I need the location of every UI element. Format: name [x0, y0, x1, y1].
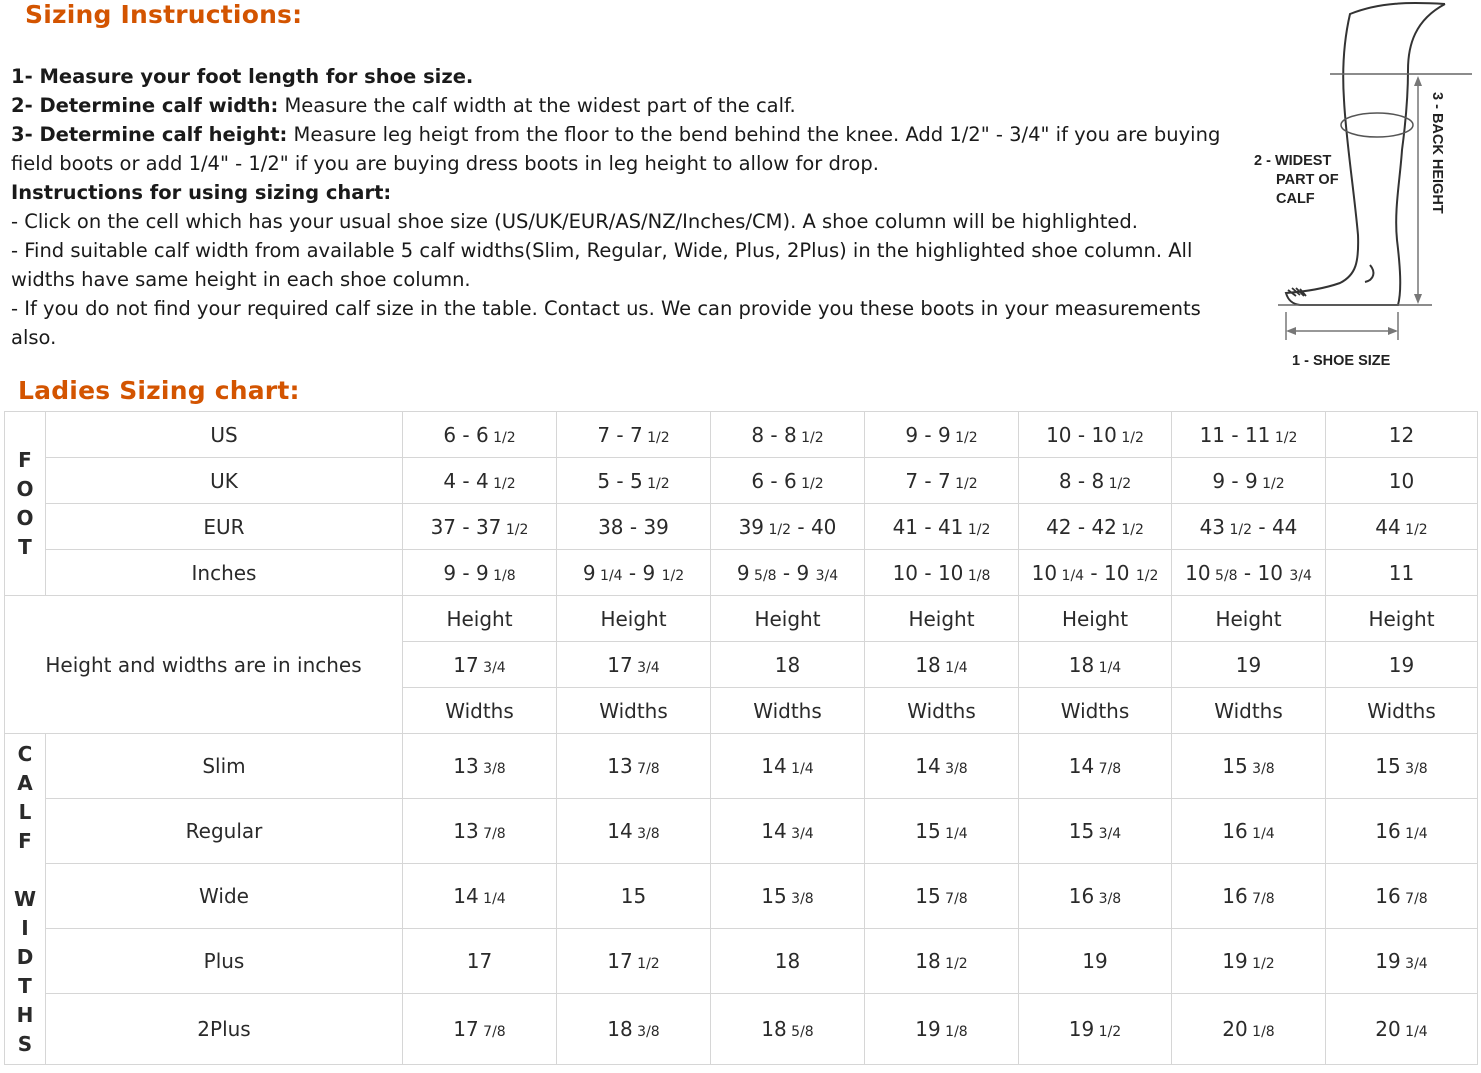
- value: 7 - 7: [597, 422, 643, 447]
- height-value: [557, 642, 711, 688]
- value: 10 - 10: [1046, 422, 1117, 447]
- fraction: 1/2: [1116, 521, 1144, 538]
- fraction: 7/8: [478, 1024, 506, 1040]
- calf-row-wide: [5, 864, 1478, 929]
- value: 16: [1222, 884, 1248, 908]
- letter: D: [16, 944, 34, 969]
- fraction: 7/8: [632, 761, 660, 777]
- value: - 10: [1084, 560, 1136, 585]
- letter: W: [13, 886, 37, 911]
- back-height-label: 3 - BACK HEIGHT: [1429, 92, 1445, 214]
- shoe-size-cell[interactable]: [1326, 550, 1478, 596]
- value: 19: [1068, 1017, 1095, 1041]
- fraction: 3/8: [632, 826, 660, 842]
- value: 19: [1082, 949, 1108, 973]
- chart-instructions-heading: [11, 178, 1221, 207]
- value: 10: [1031, 560, 1058, 585]
- fraction: 3/8: [940, 761, 968, 777]
- letter: L: [18, 799, 32, 824]
- calf-width-cell[interactable]: [1326, 799, 1478, 864]
- widths-header: Widths: [1019, 688, 1172, 734]
- height-value: [1326, 642, 1478, 688]
- widths-header: Widths: [403, 688, 557, 734]
- value: 14: [607, 819, 633, 843]
- calf-width-cell[interactable]: [711, 864, 865, 929]
- calf-width-cell[interactable]: [557, 994, 711, 1065]
- shoe-size-cell[interactable]: [403, 504, 557, 550]
- value: 13: [607, 754, 633, 778]
- letter: O: [16, 505, 34, 530]
- shoe-size-cell[interactable]: [403, 550, 557, 596]
- shoe-size-cell[interactable]: [1019, 550, 1172, 596]
- value: 19: [1235, 652, 1262, 677]
- value: 37 - 37: [430, 514, 502, 539]
- calf-width-cell[interactable]: [403, 929, 557, 994]
- value: 8 - 8: [1058, 468, 1105, 493]
- height-header: Height: [711, 596, 865, 642]
- value: 4 - 4: [443, 468, 489, 493]
- value: 15: [1068, 819, 1095, 843]
- calf-width-cell[interactable]: [403, 799, 557, 864]
- foot-row-uk: [5, 458, 1478, 504]
- fraction: 1/2: [963, 521, 991, 538]
- calf-width-cell[interactable]: [557, 864, 711, 929]
- value: - 40: [791, 514, 837, 539]
- fraction: 7/8: [1400, 891, 1428, 907]
- row-label: UK: [46, 458, 403, 504]
- arrow-down-icon: [1414, 294, 1422, 304]
- arrow-up-icon: [1414, 76, 1422, 86]
- calf-width-cell[interactable]: [1172, 994, 1326, 1065]
- fraction: 1/4: [1247, 826, 1275, 842]
- calf-width-cell[interactable]: [557, 799, 711, 864]
- value: - 10: [1237, 560, 1290, 585]
- letter: H: [16, 1002, 34, 1027]
- fraction: 1/4: [1400, 1024, 1428, 1040]
- calf-width-cell[interactable]: [403, 864, 557, 929]
- value: 20: [1222, 1017, 1248, 1041]
- calf-width-cell[interactable]: [865, 929, 1019, 994]
- fraction: 3/8: [478, 761, 506, 777]
- height-value: [1172, 642, 1326, 688]
- units-note: Height and widths are in inches: [5, 596, 403, 734]
- value: 19: [1222, 949, 1248, 973]
- chart-instructions-heading-text: Instructions for using sizing chart:: [11, 181, 392, 204]
- bullet-1: - Click on the cell which has your usual shoe size (US/UK/EUR/AS/NZ/Inches/CM). A shoe column will be highlighted.: [11, 210, 1138, 233]
- fraction: 1/2: [642, 475, 670, 492]
- shoe-size-cell[interactable]: [557, 412, 711, 458]
- fraction: 5/8: [1210, 567, 1238, 584]
- letter: C: [17, 741, 33, 766]
- value: 39: [738, 514, 765, 539]
- value: 8 - 8: [751, 422, 797, 447]
- fraction: 5/8: [749, 567, 777, 584]
- calf-ellipse-icon: [1341, 113, 1413, 137]
- value: 17: [607, 949, 633, 973]
- widths-header: Widths: [1326, 688, 1478, 734]
- fraction: 3/8: [632, 1024, 660, 1040]
- shoe-size-cell[interactable]: [865, 458, 1019, 504]
- foot-row-us: [5, 412, 1478, 458]
- value: 17: [453, 652, 479, 677]
- step-2-label: 2- Determine calf width:: [11, 94, 279, 117]
- fraction: 1/4: [478, 891, 506, 907]
- fraction: 7/8: [1094, 761, 1122, 777]
- calf-width-cell[interactable]: [865, 734, 1019, 799]
- row-label: Slim: [46, 734, 403, 799]
- letter: [5, 856, 45, 885]
- shoe-size-cell[interactable]: [557, 550, 711, 596]
- shoe-size-cell[interactable]: [711, 550, 865, 596]
- height-header: Height: [1172, 596, 1326, 642]
- fraction: 1/2: [1135, 567, 1159, 584]
- calf-row-2plus: [5, 994, 1478, 1065]
- value: 14: [453, 884, 479, 908]
- letter: F: [18, 828, 32, 853]
- value: 10: [1185, 560, 1211, 585]
- value: 15: [761, 884, 787, 908]
- widths-header: Widths: [1172, 688, 1326, 734]
- fraction: 1/4: [940, 659, 968, 676]
- shoe-size-cell[interactable]: [403, 412, 557, 458]
- calf-width-cell[interactable]: [1019, 929, 1172, 994]
- value: - 9: [622, 560, 662, 585]
- fraction: 1/2: [1104, 475, 1132, 492]
- fraction: 3/4: [632, 659, 660, 676]
- shoe-size-label: 1 - SHOE SIZE: [1292, 353, 1391, 369]
- letter: T: [18, 973, 32, 998]
- bullet-2: - Find suitable calf width from available 5 calf widths(Slim, Regular, Wide, Plus, 2Plus) in the highlighted shoe column. All widths have same height in each shoe column.: [11, 239, 1193, 291]
- value: 18: [774, 949, 801, 973]
- fraction: 1/8: [1247, 1024, 1275, 1040]
- value: 16: [1375, 819, 1401, 843]
- shoe-size-cell[interactable]: [865, 550, 1019, 596]
- instructions-block: [11, 62, 1221, 352]
- calf-widths-vertical-label: [5, 734, 46, 1065]
- sizing-instructions-title: Sizing Instructions:: [25, 0, 303, 29]
- calf-width-cell[interactable]: [1019, 799, 1172, 864]
- fraction: 1/8: [940, 1024, 968, 1040]
- row-label: Plus: [46, 929, 403, 994]
- calf-width-cell[interactable]: [1172, 799, 1326, 864]
- letter: I: [21, 915, 29, 940]
- row-label: 2Plus: [46, 994, 403, 1065]
- value: 14: [761, 754, 787, 778]
- widths-header: Widths: [711, 688, 865, 734]
- value: 19: [1375, 949, 1401, 973]
- value: 6 - 6: [751, 468, 797, 493]
- fraction: 3/4: [1289, 567, 1312, 584]
- value: 17: [607, 652, 633, 677]
- fraction: 3/4: [1094, 826, 1122, 842]
- step-3: [11, 120, 1221, 178]
- value: 18: [915, 652, 941, 677]
- value: 9: [736, 560, 750, 585]
- fraction: 7/8: [1247, 891, 1275, 907]
- value: 10 - 10: [892, 560, 964, 585]
- fraction: 1/4: [1094, 659, 1122, 676]
- fraction: 1/2: [940, 956, 968, 972]
- calf-label-line-3: CALF: [1276, 191, 1315, 207]
- value: 17: [453, 1017, 479, 1041]
- shoe-size-cell[interactable]: [1172, 458, 1326, 504]
- calf-width-cell[interactable]: [1019, 994, 1172, 1065]
- row-label: US: [46, 412, 403, 458]
- value: 11 - 11: [1199, 422, 1271, 447]
- step-1-text: 1- Measure your foot length for shoe size.: [11, 65, 474, 88]
- calf-row-slim: [5, 734, 1478, 799]
- leg-measurement-diagram: [1240, 0, 1481, 380]
- calf-width-cell[interactable]: [711, 994, 865, 1065]
- fraction: 1/2: [501, 521, 529, 538]
- step-3-label: 3- Determine calf height:: [11, 123, 288, 146]
- value: 18: [607, 1017, 633, 1041]
- value: 19: [915, 1017, 941, 1041]
- value: 15: [1222, 754, 1248, 778]
- value: 9 - 9: [1212, 468, 1258, 493]
- fraction: 1/4: [786, 761, 814, 777]
- fraction: 3/4: [786, 826, 814, 842]
- shoe-size-cell[interactable]: [865, 412, 1019, 458]
- letter: T: [18, 534, 32, 559]
- shoe-size-cell[interactable]: [557, 504, 711, 550]
- value: 15: [1375, 754, 1401, 778]
- height-value: [403, 642, 557, 688]
- calf-width-cell[interactable]: [711, 734, 865, 799]
- value: 15: [915, 884, 941, 908]
- shoe-size-cell[interactable]: [1172, 412, 1326, 458]
- calf-width-cell[interactable]: [1019, 734, 1172, 799]
- value: 16: [1222, 819, 1248, 843]
- calf-width-cell[interactable]: [1326, 864, 1478, 929]
- value: 9 - 9: [443, 560, 489, 585]
- fraction: 3/8: [1247, 761, 1275, 777]
- calf-label-line-2: PART OF: [1276, 172, 1339, 188]
- value: 16: [1375, 884, 1401, 908]
- height-header: Height: [865, 596, 1019, 642]
- calf-width-cell[interactable]: [865, 994, 1019, 1065]
- value: 43: [1199, 514, 1226, 539]
- value: 15: [915, 819, 941, 843]
- fraction: 1/4: [1057, 567, 1085, 584]
- fraction: 3/4: [478, 659, 506, 676]
- value: 9: [582, 560, 596, 585]
- calf-row-plus: [5, 929, 1478, 994]
- fraction: 1/8: [488, 567, 516, 584]
- foot-row-inches: [5, 550, 1478, 596]
- value: - 44: [1252, 514, 1298, 539]
- calf-width-cell[interactable]: [557, 734, 711, 799]
- height-header: Height: [557, 596, 711, 642]
- shoe-size-cell[interactable]: [1326, 412, 1478, 458]
- bullet-3: - If you do not find your required calf size in the table. Contact us. We can provide you these boots in your measurements also.: [11, 297, 1201, 349]
- ankle-curve-icon: [1365, 265, 1373, 282]
- value: 18: [774, 652, 801, 677]
- fraction: 1/2: [796, 475, 824, 492]
- value: 14: [915, 754, 941, 778]
- value: 13: [453, 754, 479, 778]
- row-label: Inches: [46, 550, 403, 596]
- shoe-size-cell[interactable]: [865, 504, 1019, 550]
- fraction: 1/8: [963, 567, 991, 584]
- foot-vertical-label: [5, 412, 46, 596]
- fraction: 1/4: [595, 567, 623, 584]
- shoe-size-cell[interactable]: [1172, 550, 1326, 596]
- fraction: 3/4: [1400, 956, 1428, 972]
- fraction: 1/2: [632, 956, 660, 972]
- calf-width-cell[interactable]: [1326, 929, 1478, 994]
- row-label: EUR: [46, 504, 403, 550]
- calf-label-line-1: 2 - WIDEST: [1254, 153, 1332, 169]
- value: 18: [915, 949, 941, 973]
- value: 42 - 42: [1046, 514, 1117, 539]
- value: 11: [1388, 560, 1415, 585]
- calf-width-cell[interactable]: [1172, 734, 1326, 799]
- fraction: 1/2: [661, 567, 685, 584]
- height-value: [865, 642, 1019, 688]
- fraction: 7/8: [940, 891, 968, 907]
- fraction: 1/2: [1257, 475, 1285, 492]
- arrow-right-icon: [1388, 327, 1398, 335]
- value: 12: [1388, 422, 1415, 447]
- value: 7 - 7: [905, 468, 951, 493]
- step-2-text: Measure the calf width at the widest part of the calf.: [278, 94, 796, 117]
- fraction: 5/8: [786, 1024, 814, 1040]
- fraction: 1/2: [796, 429, 824, 446]
- value: 14: [761, 819, 787, 843]
- fraction: 1/2: [1247, 956, 1275, 972]
- widths-header: Widths: [557, 688, 711, 734]
- shoe-size-cell[interactable]: [1019, 412, 1172, 458]
- step-2: [11, 91, 1221, 120]
- calf-width-cell[interactable]: [557, 929, 711, 994]
- row-label: Wide: [46, 864, 403, 929]
- step-1: [11, 62, 1221, 91]
- value: 19: [1388, 652, 1415, 677]
- letter: A: [17, 770, 33, 795]
- fraction: 1/2: [488, 475, 516, 492]
- value: 14: [1068, 754, 1095, 778]
- value: 41 - 41: [892, 514, 964, 539]
- fraction: 3/8: [1094, 891, 1122, 907]
- foot-row-eur: [5, 504, 1478, 550]
- height-header: Height: [403, 596, 557, 642]
- shoe-size-cell[interactable]: [1019, 458, 1172, 504]
- sizing-chart-table: [4, 411, 1478, 1065]
- calf-width-cell[interactable]: [403, 734, 557, 799]
- shoe-size-cell[interactable]: [1172, 504, 1326, 550]
- fraction: 1/2: [488, 429, 516, 446]
- height-value: [1019, 642, 1172, 688]
- fraction: 1/2: [1116, 429, 1144, 446]
- toes-icon: [1288, 288, 1306, 296]
- shoe-size-cell[interactable]: [403, 458, 557, 504]
- calf-width-cell[interactable]: [1172, 929, 1326, 994]
- value: 13: [453, 819, 479, 843]
- step-3-text: Measure leg heigt from the floor to the bend behind the knee. Add 1/2" - 3/4" if you are buying field boots or add 1/4" - 1/2" if you are buying dress boots in leg height to allow for drop.: [11, 123, 1221, 175]
- value: 18: [761, 1017, 787, 1041]
- letter: S: [17, 1031, 33, 1056]
- value: 20: [1375, 1017, 1401, 1041]
- value: 5 - 5: [597, 468, 643, 493]
- calf-width-cell[interactable]: [711, 799, 865, 864]
- calf-width-cell[interactable]: [1019, 864, 1172, 929]
- shoe-size-cell[interactable]: [1019, 504, 1172, 550]
- value: 6 - 6: [443, 422, 489, 447]
- arrow-left-icon: [1286, 327, 1296, 335]
- letter: F: [18, 447, 32, 472]
- fraction: 1/2: [764, 521, 792, 538]
- value: 17: [466, 949, 493, 973]
- calf-row-regular: [5, 799, 1478, 864]
- shoe-size-cell[interactable]: [711, 412, 865, 458]
- fraction: 3/8: [1400, 761, 1428, 777]
- shoe-size-cell[interactable]: [711, 458, 865, 504]
- fraction: 3/4: [815, 567, 839, 584]
- shoe-size-cell[interactable]: [1326, 458, 1478, 504]
- height-header: Height: [1019, 596, 1172, 642]
- fraction: 1/2: [1225, 521, 1253, 538]
- fraction: 1/2: [1270, 429, 1298, 446]
- value: 16: [1068, 884, 1095, 908]
- height-header: Height: [1326, 596, 1478, 642]
- calf-width-cell[interactable]: [1326, 734, 1478, 799]
- calf-width-cell[interactable]: [403, 994, 557, 1065]
- fraction: 1/2: [1094, 1024, 1122, 1040]
- fraction: 1/4: [940, 826, 968, 842]
- fraction: 1/4: [1400, 826, 1428, 842]
- value: 9 - 9: [905, 422, 951, 447]
- shoe-size-cell[interactable]: [1326, 504, 1478, 550]
- ladies-sizing-chart-title: Ladies Sizing chart:: [18, 376, 300, 405]
- value: 44: [1375, 514, 1401, 539]
- value: - 9: [776, 560, 816, 585]
- letter: O: [16, 476, 34, 501]
- widths-header: Widths: [865, 688, 1019, 734]
- height-value: [711, 642, 865, 688]
- shoe-size-cell[interactable]: [557, 458, 711, 504]
- fraction: 1/2: [950, 475, 978, 492]
- row-label: Regular: [46, 799, 403, 864]
- value: 10: [1388, 468, 1415, 493]
- shoe-size-cell[interactable]: [711, 504, 865, 550]
- fraction: 1/2: [642, 429, 670, 446]
- fraction: 7/8: [478, 826, 506, 842]
- calf-width-cell[interactable]: [865, 799, 1019, 864]
- fraction: 3/8: [786, 891, 814, 907]
- fraction: 1/2: [1400, 521, 1428, 538]
- calf-width-cell[interactable]: [865, 864, 1019, 929]
- calf-width-cell[interactable]: [1172, 864, 1326, 929]
- value: 18: [1068, 652, 1095, 677]
- calf-width-cell[interactable]: [1326, 994, 1478, 1065]
- value: 38 - 39: [598, 514, 669, 539]
- value: 15: [620, 884, 647, 908]
- calf-width-cell[interactable]: [711, 929, 865, 994]
- height-header-row: [5, 596, 1478, 642]
- fraction: 1/2: [950, 429, 978, 446]
